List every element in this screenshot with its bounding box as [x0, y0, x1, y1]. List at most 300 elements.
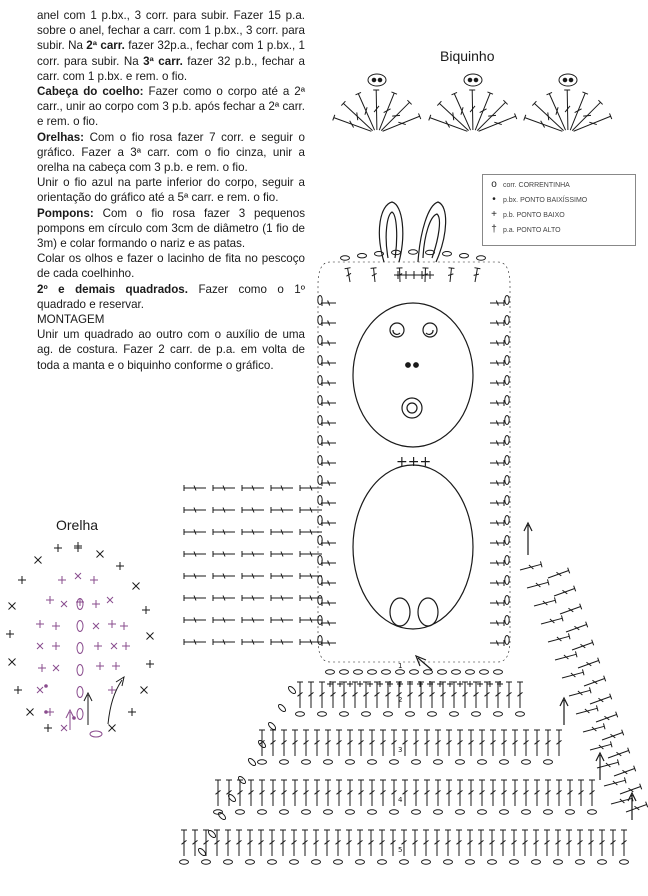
- chain-stitch-symbol: [382, 670, 391, 674]
- bottom-row-double-crochet: [324, 830, 330, 856]
- bottom-row-double-crochet: [369, 730, 375, 756]
- left-edge-double-crochet: [322, 300, 336, 306]
- bunny-head: [353, 303, 473, 447]
- chain-stitch-symbol: [318, 712, 327, 716]
- fan-center-ring: [559, 74, 577, 86]
- side-row-double-crochet: [184, 485, 206, 491]
- chain-stitch-symbol: [356, 860, 365, 864]
- side-row-double-crochet: [242, 529, 264, 535]
- right-diagonal-double-crochet: [607, 748, 630, 761]
- bottom-row-double-crochet: [490, 730, 496, 756]
- chain-stitch-symbol: [197, 847, 206, 856]
- legend-item-slip: • p.bx. PONTO BAIXÍSSIMO: [487, 193, 587, 208]
- side-row-double-crochet: [300, 617, 322, 623]
- ear-inner-single-crochet: [38, 664, 46, 672]
- bottom-row-double-crochet: [270, 780, 276, 806]
- instruction-paragraph-squares: 2º e demais quadrados. Fazer como o 1º quadrado e reservar.: [37, 282, 305, 311]
- ear-outer-single-crochet: [6, 630, 14, 638]
- bottom-row-double-crochet: [556, 780, 562, 806]
- legend-item-double: † p.a. PONTO ALTO: [487, 223, 561, 238]
- bottom-row-double-crochet: [308, 682, 314, 708]
- bottom-row-double-crochet: [270, 730, 276, 756]
- ear-inner-single-crochet: [58, 576, 66, 584]
- chain-stitch-symbol: [358, 254, 367, 258]
- left-edge-double-crochet: [322, 460, 336, 466]
- side-row-double-crochet: [271, 617, 293, 623]
- left-edge-double-crochet: [322, 340, 336, 346]
- right-edge-double-crochet: [490, 620, 504, 626]
- right-diagonal-double-crochet: [582, 723, 605, 734]
- chain-stitch-symbol: [406, 712, 415, 716]
- chain-stitch-symbol: [505, 476, 509, 485]
- chain-stitch-symbol: [500, 810, 509, 814]
- left-edge-double-crochet: [322, 380, 336, 386]
- bottom-row-double-crochet: [479, 730, 485, 756]
- chain-stitch-symbol: [224, 860, 233, 864]
- right-edge-double-crochet: [490, 580, 504, 586]
- bottom-row-double-crochet: [424, 730, 430, 756]
- arrow-icon: [416, 656, 432, 670]
- right-foot: [418, 598, 438, 626]
- chain-stitch-symbol: [488, 860, 497, 864]
- right-edge-double-crochet: [490, 420, 504, 426]
- chain-stitch-symbol: [566, 810, 575, 814]
- left-edge-double-crochet: [322, 540, 336, 546]
- right-diagonal-double-crochet: [533, 597, 556, 608]
- right-diagonal-double-crochet: [575, 705, 598, 716]
- chain-stitch-symbol: [280, 810, 289, 814]
- chain-stitch-icon: o: [491, 179, 497, 190]
- cross-stitch-symbol: [109, 725, 116, 732]
- chain-stitch-symbol: [505, 316, 509, 325]
- bottom-row-double-crochet: [237, 780, 243, 806]
- bottom-row-double-crochet: [423, 830, 429, 856]
- bottom-row-double-crochet: [402, 780, 408, 806]
- right-diagonal-double-crochet: [526, 579, 549, 590]
- cross-stitch-symbol: [133, 583, 140, 590]
- slip-stitch-symbol: [474, 78, 478, 82]
- fan-double-crochet: [437, 101, 470, 133]
- bottom-row-double-crochet: [325, 730, 331, 756]
- chain-stitch-symbol: [505, 436, 509, 445]
- instruction-paragraph-body: anel com 1 p.bx., 3 corr. para subir. Fazer 15 p.a. sobre o anel, fechar a carr. com 1 p.bx., 3 corr. para subir. Na 2ª carr. fazer 32p.a., fechar com 1 p.bx., 1 corr. para subir. Na 3ª carr. fazer 32 p.b., fechar a carr. com 1 p.bx. e rem. o fio.: [37, 9, 306, 83]
- bottom-row-double-crochet: [412, 830, 418, 856]
- right-edge-double-crochet: [490, 520, 504, 526]
- chain-stitch-symbol: [302, 810, 311, 814]
- left-edge-double-crochet: [322, 440, 336, 446]
- bottom-row-double-crochet: [446, 730, 452, 756]
- side-row-double-crochet: [242, 617, 264, 623]
- chain-stitch-symbol: [456, 760, 465, 764]
- bunny-body: [353, 465, 473, 629]
- instruction-paragraph-eyes: Colar os olhos e fazer o lacinho de fita no pescoço de cada coelhinho.: [37, 252, 305, 281]
- cross-stitch-symbol: [9, 603, 16, 610]
- right-edge-double-crochet: [490, 380, 504, 386]
- bottom-row-double-crochet: [434, 830, 440, 856]
- chain-stitch-symbol: [346, 810, 355, 814]
- ear-join-stitch: [402, 271, 410, 279]
- chain-stitch-symbol: [202, 860, 211, 864]
- right-diagonal-double-crochet: [554, 651, 577, 662]
- side-row-double-crochet: [184, 595, 206, 601]
- left-edge-double-crochet: [322, 400, 336, 406]
- side-row-double-crochet: [213, 485, 235, 491]
- chain-stitch-symbol: [505, 376, 509, 385]
- row-number-1: 1: [398, 662, 403, 670]
- bottom-row-double-crochet: [380, 730, 386, 756]
- chain-stitch-symbol: [522, 810, 531, 814]
- bottom-row-double-crochet: [369, 780, 375, 806]
- bottom-row-double-crochet: [544, 830, 550, 856]
- bottom-row-double-crochet: [225, 830, 231, 856]
- fan-double-crochet: [570, 100, 603, 133]
- nose-dot: [406, 363, 411, 368]
- legend-item-chain: o corr. CORRENTINHA: [487, 178, 570, 193]
- ear-inner-single-crochet: [52, 622, 60, 630]
- bottom-row-double-crochet: [358, 730, 364, 756]
- ear-inner-single-crochet: [90, 576, 98, 584]
- row-number-2: 2: [398, 696, 403, 704]
- bottom-row-double-crochet: [203, 830, 209, 856]
- bottom-row-double-crochet: [303, 730, 309, 756]
- chain-stitch-symbol: [478, 760, 487, 764]
- cross-stitch-symbol: [97, 551, 104, 558]
- bottom-row-double-crochet: [517, 682, 523, 708]
- arrow-icon: [66, 710, 74, 730]
- bottom-row-double-crochet: [435, 780, 441, 806]
- row-number-4: 4: [398, 796, 403, 804]
- cross-stitch-symbol: [53, 665, 59, 671]
- bottom-row-double-crochet: [330, 682, 336, 708]
- right-edge-double-crochet: [490, 560, 504, 566]
- chain-stitch-symbol: [460, 254, 469, 258]
- chain-stitch-symbol: [207, 829, 216, 838]
- ear-center-chain: [77, 643, 83, 654]
- side-row-double-crochet: [271, 529, 293, 535]
- chain-stitch-symbol: [422, 860, 431, 864]
- bottom-row-double-crochet: [468, 780, 474, 806]
- bottom-row-double-crochet: [462, 682, 468, 708]
- bottom-row-double-crochet: [512, 730, 518, 756]
- mouth-ring: [402, 398, 422, 418]
- chain-stitch-symbol: [340, 712, 349, 716]
- chain-stitch-symbol: [450, 712, 459, 716]
- right-edge-double-crochet: [490, 480, 504, 486]
- slip-stitch-symbol: [569, 78, 573, 82]
- bottom-row-double-crochet: [402, 730, 408, 756]
- bottom-row-double-crochet: [545, 730, 551, 756]
- ear-inner-single-crochet: [108, 620, 116, 628]
- chain-stitch-symbol: [296, 712, 305, 716]
- right-edge-double-crochet: [490, 320, 504, 326]
- slip-stitch-symbol: [44, 684, 48, 688]
- right-diagonal-double-crochet: [595, 712, 618, 725]
- right-edge-double-crochet: [490, 460, 504, 466]
- chain-stitch-symbol: [426, 250, 435, 254]
- bottom-row-double-crochet: [506, 682, 512, 708]
- fan-double-crochet: [381, 113, 420, 134]
- bottom-row-double-crochet: [445, 830, 451, 856]
- chain-stitch-symbol: [505, 556, 509, 565]
- fan-double-crochet: [532, 101, 565, 133]
- bottom-row-double-crochet: [358, 780, 364, 806]
- chain-stitch-symbol: [456, 810, 465, 814]
- slip-stitch-symbol: [378, 78, 382, 82]
- bottom-row-double-crochet: [523, 730, 529, 756]
- chain-stitch-symbol: [378, 860, 387, 864]
- chain-stitch-symbol: [384, 712, 393, 716]
- chain-stitch-symbol: [588, 810, 597, 814]
- slip-stitch-symbol: [468, 78, 472, 82]
- chain-stitch-symbol: [302, 760, 311, 764]
- cross-stitch-symbol: [35, 557, 42, 564]
- ear-outer-single-crochet: [128, 708, 136, 716]
- ear-outer-single-crochet: [18, 576, 26, 584]
- fan-double-crochet: [477, 113, 516, 134]
- right-diagonal-double-crochet: [583, 676, 606, 689]
- bottom-row-double-crochet: [302, 830, 308, 856]
- chain-stitch-symbol: [477, 256, 486, 260]
- chain-stitch-symbol: [324, 810, 333, 814]
- bottom-row-double-crochet: [435, 730, 441, 756]
- chain-stitch-symbol: [576, 860, 585, 864]
- chain-stitch-symbol: [505, 456, 509, 465]
- bottom-row-double-crochet: [357, 830, 363, 856]
- chain-stitch-symbol: [505, 496, 509, 505]
- fan-double-crochet: [341, 101, 374, 133]
- right-diagonal-double-crochet: [547, 633, 570, 644]
- bottom-row-double-crochet: [346, 830, 352, 856]
- side-row-double-crochet: [184, 551, 206, 557]
- chain-stitch-symbol: [324, 760, 333, 764]
- bottom-row-double-crochet: [567, 780, 573, 806]
- side-row-double-crochet: [213, 551, 235, 557]
- bottom-row-double-crochet: [501, 730, 507, 756]
- bottom-row-double-crochet: [566, 830, 572, 856]
- side-row-double-crochet: [242, 639, 264, 645]
- ear-inner-single-crochet: [36, 620, 44, 628]
- right-diagonal-double-crochet: [613, 766, 636, 779]
- fan-double-crochet: [379, 100, 412, 133]
- side-row-double-crochet: [271, 639, 293, 645]
- arrow-icon: [84, 693, 92, 725]
- fan-double-crochet: [564, 90, 571, 130]
- bottom-row-double-crochet: [215, 780, 221, 806]
- right-eye-icon: [423, 323, 437, 337]
- chain-stitch-symbol: [410, 670, 419, 674]
- bottom-row-double-crochet: [456, 830, 462, 856]
- side-row-double-crochet: [184, 617, 206, 623]
- chain-stitch-symbol: [180, 860, 189, 864]
- bottom-row-double-crochet: [534, 730, 540, 756]
- cross-stitch-symbol: [111, 643, 117, 649]
- chain-stitch-symbol: [452, 670, 461, 674]
- slip-stitch-symbol: [44, 710, 48, 714]
- left-edge-double-crochet: [322, 320, 336, 326]
- bottom-row-double-crochet: [577, 830, 583, 856]
- legend-item-single: + p.b. PONTO BAIXO: [487, 208, 565, 223]
- side-row-double-crochet: [213, 507, 235, 513]
- bottom-row-double-crochet: [467, 830, 473, 856]
- chain-stitch-symbol: [505, 596, 509, 605]
- orelha-title: Orelha: [56, 517, 99, 533]
- right-diagonal-double-crochet: [559, 604, 582, 617]
- cross-stitch-symbol: [61, 725, 67, 731]
- cross-stitch-symbol: [93, 623, 99, 629]
- chain-stitch-symbol: [412, 760, 421, 764]
- side-row-double-crochet: [213, 529, 235, 535]
- chain-stitch-symbol: [505, 416, 509, 425]
- chain-stitch-symbol: [505, 636, 509, 645]
- cross-stitch-symbol: [37, 687, 43, 693]
- bottom-row-double-crochet: [303, 780, 309, 806]
- arrow-icon: [524, 523, 532, 555]
- bottom-row-double-crochet: [379, 830, 385, 856]
- chain-stitch-symbol: [505, 356, 509, 365]
- chain-stitch-symbol: [554, 860, 563, 864]
- cross-stitch-symbol: [27, 709, 34, 716]
- side-row-double-crochet: [242, 595, 264, 601]
- chain-stitch-symbol: [516, 712, 525, 716]
- chain-stitch-symbol: [466, 860, 475, 864]
- ear-outer-single-crochet: [44, 724, 52, 732]
- left-edge-double-crochet: [322, 600, 336, 606]
- right-ear-shape: [418, 202, 446, 262]
- cross-stitch-symbol: [9, 659, 16, 666]
- ear-join-stitch: [426, 271, 434, 279]
- left-edge-double-crochet: [322, 560, 336, 566]
- bottom-row-double-crochet: [352, 682, 358, 708]
- right-edge-double-crochet: [490, 540, 504, 546]
- chain-stitch-symbol: [236, 810, 245, 814]
- chain-stitch-symbol: [267, 721, 276, 730]
- ear-center-chain: [77, 621, 83, 632]
- bottom-row-double-crochet: [368, 830, 374, 856]
- ear-base-chain: [90, 731, 102, 737]
- right-diagonal-double-crochet: [540, 615, 563, 626]
- bottom-row-double-crochet: [336, 780, 342, 806]
- bottom-row-double-crochet: [259, 780, 265, 806]
- chain-stitch-symbol: [505, 516, 509, 525]
- side-row-double-crochet: [213, 573, 235, 579]
- bottom-row-double-crochet: [610, 830, 616, 856]
- side-row-double-crochet: [271, 595, 293, 601]
- fan-center-ring: [464, 74, 482, 86]
- ear-inner-single-crochet: [96, 662, 104, 670]
- bottom-row-double-crochet: [468, 730, 474, 756]
- bottom-row-double-crochet: [269, 830, 275, 856]
- bottom-row-double-crochet: [522, 830, 528, 856]
- bottom-row-double-crochet: [258, 830, 264, 856]
- bottom-row-double-crochet: [589, 780, 595, 806]
- chain-stitch-symbol: [544, 810, 553, 814]
- chain-stitch-symbol: [505, 576, 509, 585]
- bottom-row-double-crochet: [578, 780, 584, 806]
- ear-inner-single-crochet: [92, 600, 100, 608]
- left-edge-double-crochet: [322, 500, 336, 506]
- chain-stitch-symbol: [326, 670, 335, 674]
- side-row-double-crochet: [300, 529, 322, 535]
- side-row-double-crochet: [184, 507, 206, 513]
- fan-double-crochet: [373, 90, 380, 130]
- bottom-row-double-crochet: [533, 830, 539, 856]
- single-crochet-icon: +: [491, 209, 497, 220]
- fan-double-crochet: [572, 113, 611, 134]
- chain-stitch-symbol: [409, 250, 418, 254]
- bottom-row-double-crochet: [500, 830, 506, 856]
- chain-stitch-symbol: [438, 670, 447, 674]
- bottom-row-double-crochet: [380, 780, 386, 806]
- chain-stitch-symbol: [290, 860, 299, 864]
- chain-stitch-symbol: [500, 760, 509, 764]
- chain-stitch-symbol: [444, 860, 453, 864]
- bottom-row-double-crochet: [490, 780, 496, 806]
- left-edge-double-crochet: [322, 640, 336, 646]
- ear-outer-single-crochet: [54, 544, 62, 552]
- ear-inner-single-crochet: [112, 662, 120, 670]
- bottom-row-double-crochet: [336, 730, 342, 756]
- chain-stitch-symbol: [346, 760, 355, 764]
- right-diagonal-double-crochet: [565, 622, 588, 635]
- chain-stitch-symbol: [354, 670, 363, 674]
- right-edge-double-crochet: [490, 440, 504, 446]
- side-row-double-crochet: [184, 639, 206, 645]
- fan-center-ring: [368, 74, 386, 86]
- bottom-row-double-crochet: [363, 682, 369, 708]
- chain-stitch-symbol: [424, 670, 433, 674]
- chain-stitch-symbol: [505, 396, 509, 405]
- chain-stitch-symbol: [280, 760, 289, 764]
- bottom-row-double-crochet: [391, 730, 397, 756]
- chain-stitch-symbol: [505, 616, 509, 625]
- bottom-row-double-crochet: [545, 780, 551, 806]
- right-diagonal-double-crochet: [561, 669, 584, 680]
- ear-center-chain: [77, 687, 83, 698]
- bottom-row-double-crochet: [413, 780, 419, 806]
- bottom-row-double-crochet: [341, 682, 347, 708]
- side-row-double-crochet: [242, 507, 264, 513]
- cross-stitch-symbol: [37, 643, 43, 649]
- chain-stitch-symbol: [362, 712, 371, 716]
- ear-inner-single-crochet: [122, 642, 130, 650]
- bottom-row-double-crochet: [424, 780, 430, 806]
- instruction-paragraph-head: Cabeça do coelho: Fazer como o corpo até a 2ª carr., unir ao corpo com 3 p.b. após fechar a 2ª carr. e rem. o fio.: [37, 85, 306, 129]
- side-row-double-crochet: [271, 507, 293, 513]
- right-diagonal-double-crochet: [547, 568, 570, 581]
- slip-stitch-symbol: [372, 78, 376, 82]
- right-edge-double-crochet: [490, 300, 504, 306]
- chain-stitch-symbol: [368, 760, 377, 764]
- bottom-row-double-crochet: [479, 780, 485, 806]
- chain-stitch-symbol: [544, 760, 553, 764]
- bottom-row-double-crochet: [297, 682, 303, 708]
- chain-stitch-symbol: [368, 810, 377, 814]
- chain-stitch-symbol: [396, 670, 405, 674]
- right-diagonal-double-crochet: [601, 730, 624, 743]
- instruction-paragraph-pompons: Pompons: Com o fio rosa fazer 3 pequenos pompons em círculo com 3cm de diâmetro (1 fio de 3m) e colar formando o nariz e as patas.: [37, 206, 305, 251]
- side-row-double-crochet: [271, 485, 293, 491]
- bottom-row-double-crochet: [621, 830, 627, 856]
- chain-stitch-symbol: [620, 860, 629, 864]
- side-row-double-crochet: [242, 573, 264, 579]
- chain-stitch-symbol: [510, 860, 519, 864]
- bottom-row-double-crochet: [292, 730, 298, 756]
- chain-stitch-symbol: [312, 860, 321, 864]
- side-row-double-crochet: [300, 507, 322, 513]
- side-row-double-crochet: [213, 639, 235, 645]
- right-diagonal-double-crochet: [603, 777, 626, 788]
- arrow-icon: [108, 677, 124, 724]
